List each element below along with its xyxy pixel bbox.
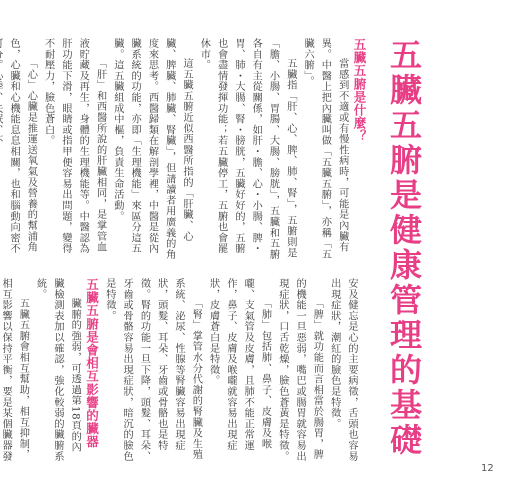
page-title: 五臟五腑是健康管理的基礎 bbox=[385, 38, 423, 458]
paragraph: 「肝」和西醫所說的肝臟相同，是掌管血液貯藏及再生，身體的生理機能等。中醫認為肝功能下滑，眼睛或指甲便容易出問題，變得不耐壓力，臉色蒼白。 bbox=[42, 38, 106, 254]
paragraph: 「肺」包括肺、鼻子、皮膚及喉嚨、支氣管及皮膚，且肺不能正常運作，鼻子、皮膚及喉嚨就容易出現症狀，皮膚蒼白是特徵。 bbox=[207, 278, 271, 451]
paragraph: 臟腑的強弱，可透過第18頁的內臟檢測表加以確認，強化較弱的臟腑系統。 bbox=[34, 278, 81, 462]
page-number: 12 bbox=[481, 463, 494, 474]
paragraph: 當感到不適或有慢性病時，可能是內臟有異。中醫上把內臟叫做「五臟五腑」，亦稱「五臟六腑」。 bbox=[302, 38, 348, 260]
paragraph: 「脾」就功能而言相當於腸胃，脾的機能一旦惡弱，嘴巴或腸胃就容易出現症狀，口舌乾燥，臉色蒼黃是特徵。 bbox=[276, 278, 323, 462]
paragraph: 「腎」掌管水分代謝的腎臟及生殖系統、泌尿、性腺等腎臟容易出現症狀，頭髮、耳朵、牙齒或骨骼也是特徵。腎的功能一旦下降，頭髮、耳朵、牙齒或骨骼容易出現症狀，暗沉的臉色是特徵。 bbox=[103, 278, 202, 462]
section-1-heading: 五臟五腑是什麼？ bbox=[352, 38, 367, 143]
paragraph: 這五臟五腑近似西醫所指的「肝臟、心臟、脾臟、肺臟、腎臟」，但請讀者用廣義的角度來思考。西醫歸類在解剖學裡，中醫是從內臟系統的功能，亦即「生理機能」來區分這五臟。這五臟組成中樞，負責生命活動。 bbox=[111, 38, 193, 260]
section-1-text bbox=[8, 38, 368, 262]
paragraph: 「心」心臟是推運送氧氣及營養的幫浦角色，心臟和心機能息息相關，也和腦動向密不 bbox=[8, 38, 37, 254]
paragraph: 五臟五腑會相互幫助，相互抑制，相互影響以保持平衡，要是某個臟器發 bbox=[0, 278, 29, 462]
paragraph: 安及健忘是心的主要病徵，舌頭也容易出現症狀，潮紅的臉色是特徵。 bbox=[328, 278, 357, 462]
section-2-heading: 五臟五腑是會相互影響的臟器 bbox=[84, 278, 100, 449]
section-2-text bbox=[0, 278, 360, 463]
paragraph: 五臟指「肝、心、脾、肺、腎」，五腑則是「膽、小腸、胃腸、大腸、膀胱」，五臟和五腑各自有主從關係，如肝・膽、心・小腸、脾・胃、肺・大腸、腎・膀胱，五臟好好的，五腑也會盡情發揮功能；若五臟停工，五腑也會罷休市。 bbox=[198, 38, 296, 260]
